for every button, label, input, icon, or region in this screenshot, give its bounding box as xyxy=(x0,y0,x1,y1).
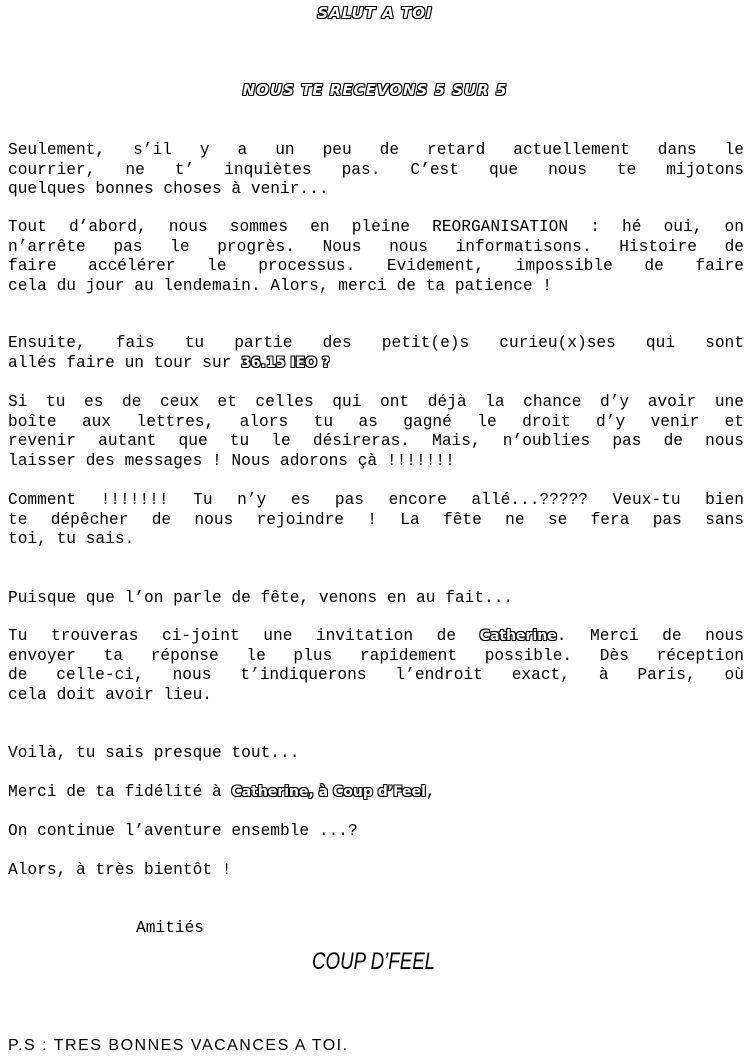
paragraph-5-line-2: te dépêcher de nous rejoindre ! La fête ne se fera pas sans xyxy=(8,510,744,529)
paragraph-3-line-2 xyxy=(8,354,744,374)
paragraph-7-line-1 xyxy=(8,627,744,647)
minitel-code: 36.15 IEO ? xyxy=(241,354,330,371)
paragraph-8: Voilà, tu sais presque tout... xyxy=(8,744,300,762)
paragraph-9-suffix: , xyxy=(425,783,436,801)
paragraph-3-line-2-text: allés faire un tour sur xyxy=(8,353,242,372)
paragraph-7-line-3: de celle-ci, nous t’indiquerons l’endroit exact, à Paris, où xyxy=(8,666,744,684)
paragraph-7-line-1-prefix: Tu trouveras ci-joint une invitation de xyxy=(8,627,480,645)
paragraph-1-line-1: Seulement, s’il y a un peu de retard actuellement dans le xyxy=(8,141,744,159)
paragraph-7-line-2: envoyer ta réponse le plus rapidement possible. Dès réception xyxy=(8,646,744,665)
paragraph-5 xyxy=(8,491,744,550)
paragraph-2-line-2: n’arrête pas le progrès. Nous nous informatisons. Histoire de xyxy=(8,237,744,256)
letter-title: SALUT A TOI xyxy=(317,4,433,22)
paragraph-7-line-4: cela doit avoir lieu. xyxy=(8,685,212,704)
paragraph-1-line-3: quelques bonnes choses à venir... xyxy=(8,180,329,198)
paragraph-4 xyxy=(8,393,744,471)
paragraph-3-line-1: Ensuite, fais tu partie des petit(e)s curieu(x)ses qui sont xyxy=(8,334,744,352)
paragraph-1-line-2: courrier, ne t’ inquiètes pas. C’est que nous te mijotons xyxy=(8,160,744,179)
paragraph-2-line-4: cela du jour au lendemain. Alors, merci de ta patience ! xyxy=(8,276,552,295)
paragraph-11: Alors, à très bientôt ! xyxy=(8,861,232,879)
paragraph-4-line-2: boîte aux lettres, alors tu as gagné le droit d’y venir et xyxy=(8,412,744,431)
paragraph-6: Puisque que l’on parle de fête, venons en au fait... xyxy=(8,589,514,607)
letter-subtitle: NOUS TE RECEVONS 5 SUR 5 xyxy=(242,81,508,99)
paragraph-4-line-1: Si tu es de ceux et celles qui ont déjà la chance d’y avoir une xyxy=(8,393,744,411)
paragraph-2-line-3: faire accélérer le processus. Evidement, impossible de faire xyxy=(8,257,744,275)
catherine-name: Catherine xyxy=(479,628,557,644)
paragraph-4-line-3: revenir autant que tu le désireras. Mais, n’oublies pas de nous xyxy=(8,432,744,450)
paragraph-5-line-1: Comment !!!!!!! Tu n’y es pas encore allé...????? Veux-tu bien xyxy=(8,491,744,509)
signature: COUP D’FEEL xyxy=(312,948,436,975)
paragraph-2-line-1: Tout d’abord, nous sommes en pleine REORGANISATION : hé oui, on xyxy=(8,218,744,236)
paragraph-4-line-4: laisser des messages ! Nous adorons çà !!!!!!! xyxy=(8,451,455,470)
paragraph-9-prefix: Merci de ta fidélité à xyxy=(8,783,232,801)
salutation: Amitiés xyxy=(136,919,204,937)
paragraph-9 xyxy=(8,783,436,803)
paragraph-10: On continue l’aventure ensemble ...? xyxy=(8,822,358,840)
paragraph-3 xyxy=(8,334,744,373)
paragraph-7 xyxy=(8,627,744,705)
catherine-coup-dfeel: Catherine, à Coup d’Feel xyxy=(231,784,426,800)
postscript: P.S : TRES BONNES VACANCES A TOI. xyxy=(8,1037,349,1054)
paragraph-2 xyxy=(8,218,744,296)
paragraph-7-line-1-suffix: . Merci de nous xyxy=(556,627,744,645)
paragraph-1 xyxy=(8,141,744,200)
paragraph-5-line-3: toi, tu sais. xyxy=(8,530,135,548)
